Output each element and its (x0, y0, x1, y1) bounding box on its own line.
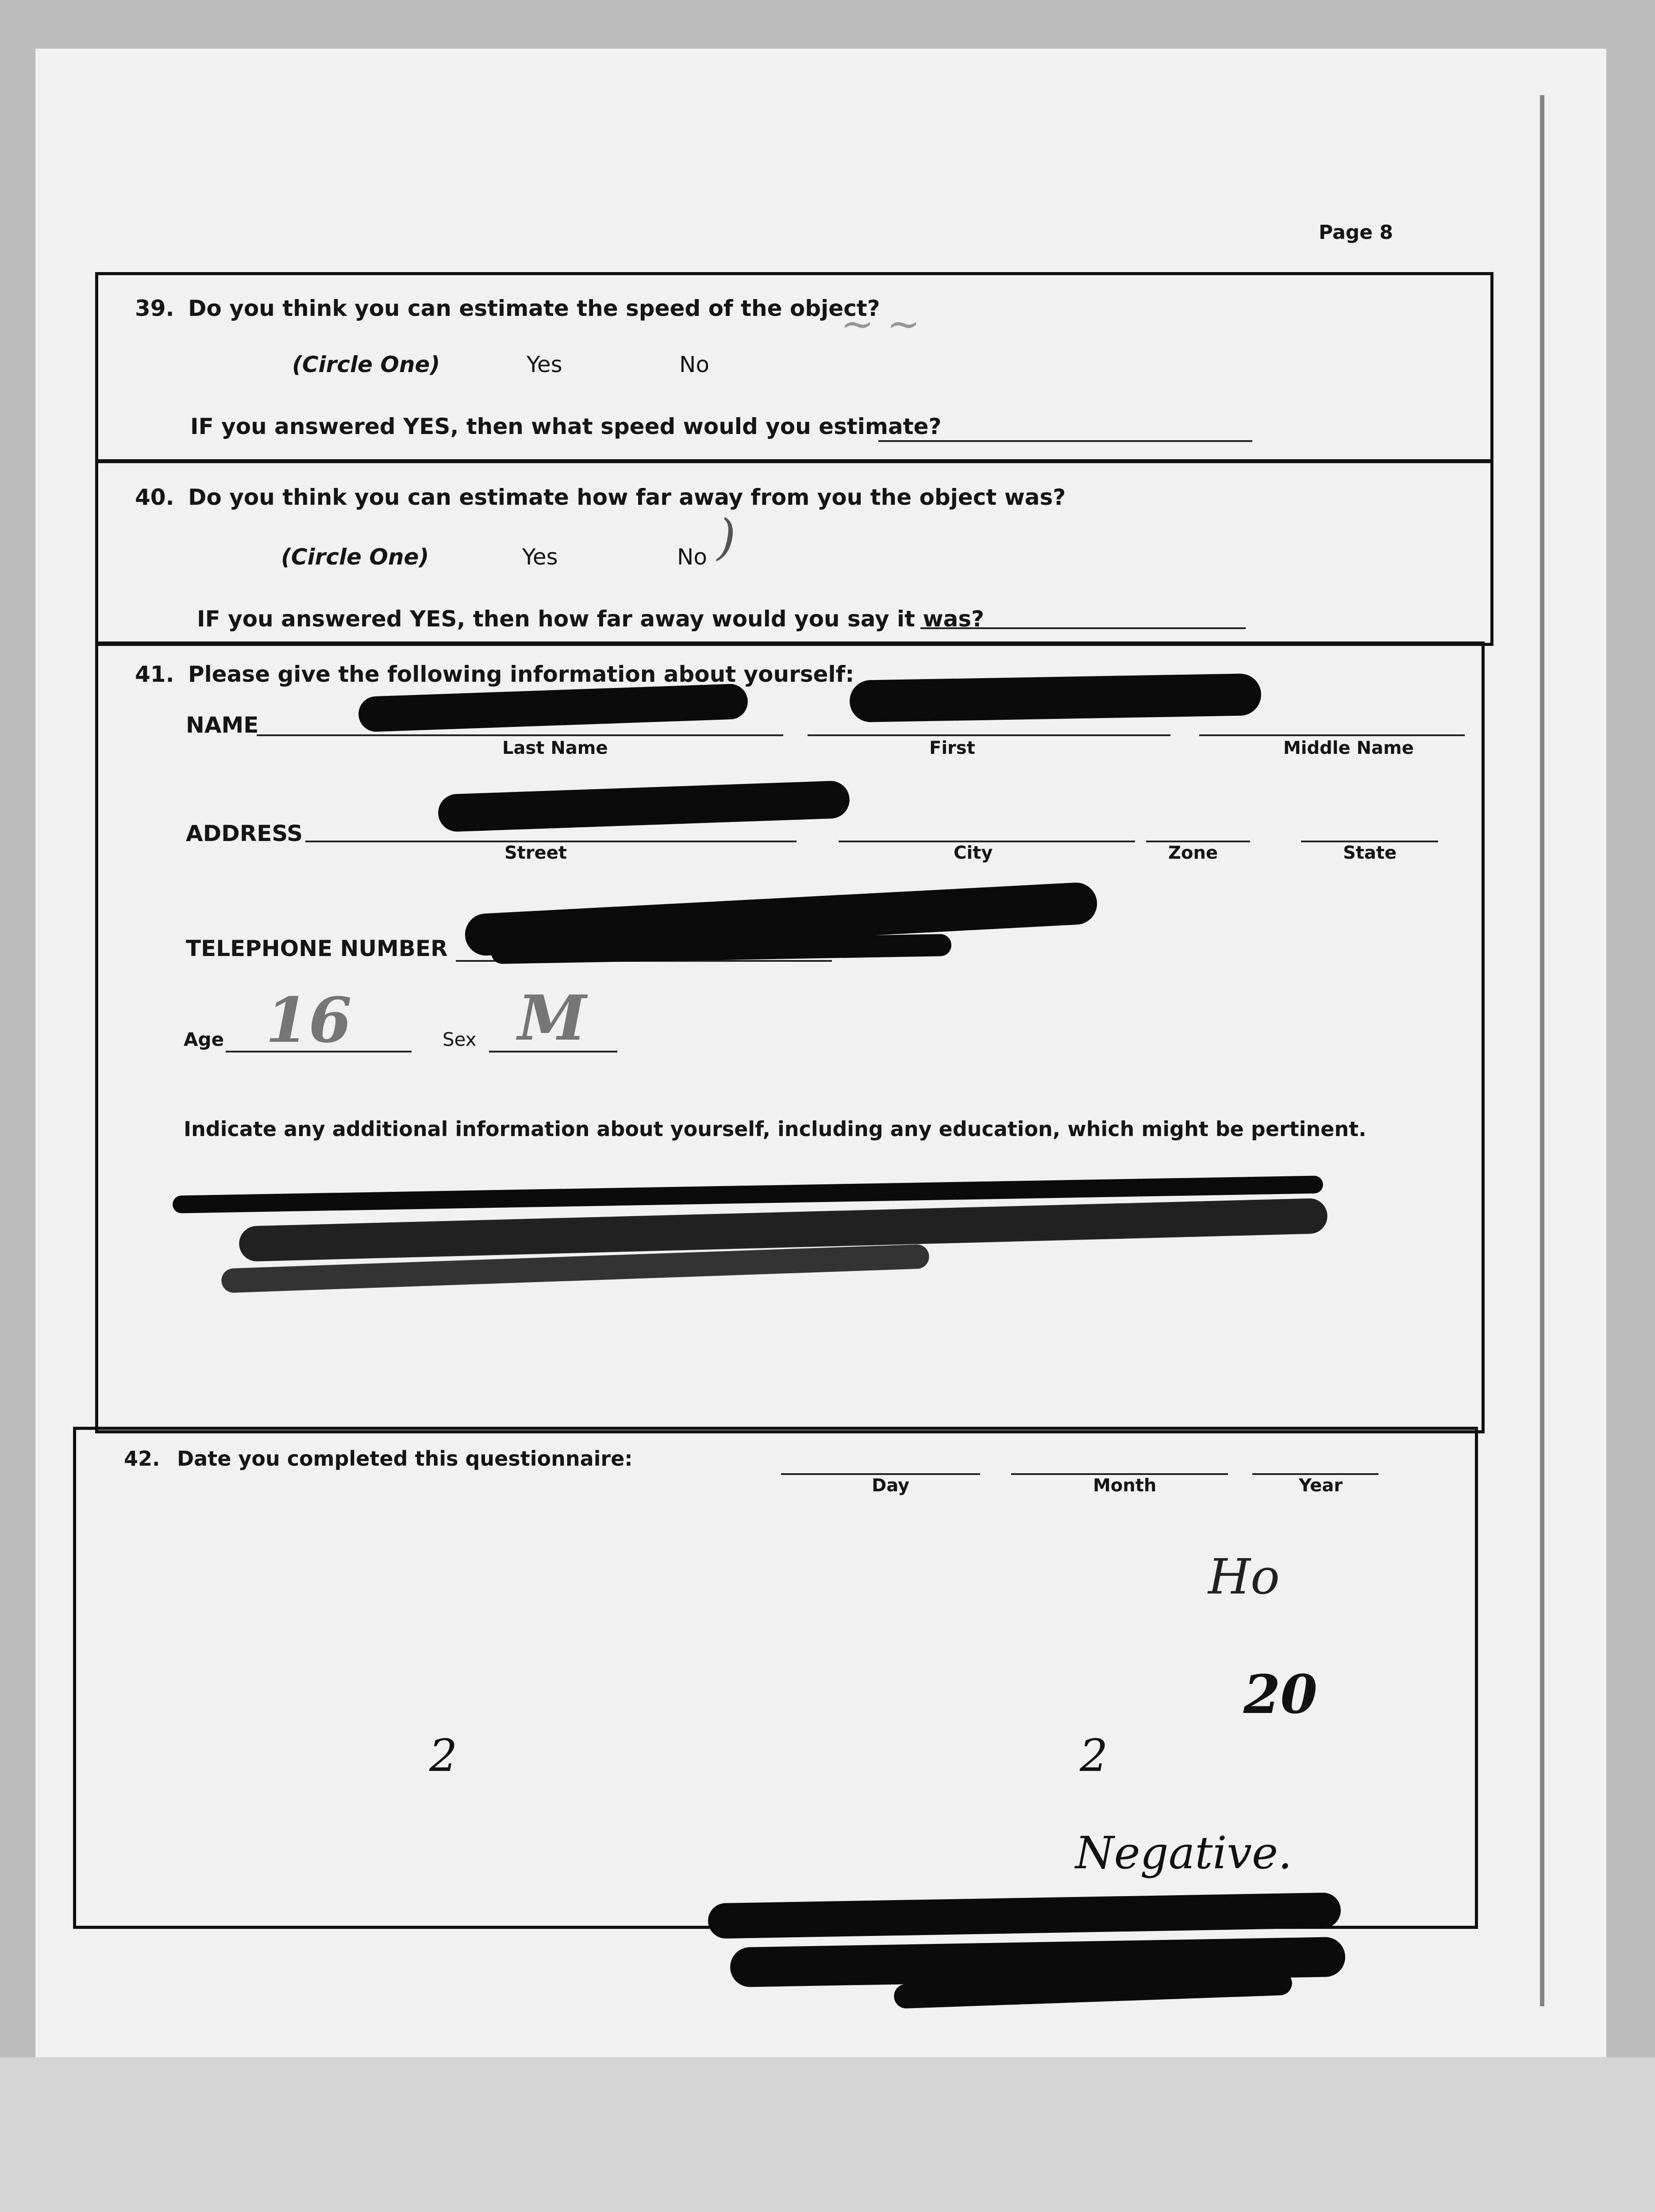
sex-label: Sex (443, 1029, 477, 1050)
q40-no-option[interactable]: No (677, 544, 707, 570)
additional-info-prompt: Indicate any additional information about yourself, including any education, which might be pertinent. (184, 1117, 1366, 1141)
handwritten-note-5: Negative. (1075, 1827, 1292, 1879)
month-caption: Month (1093, 1475, 1157, 1496)
age-label: Age (184, 1029, 224, 1050)
page-edge (1540, 95, 1544, 2006)
day-line[interactable] (781, 1473, 980, 1475)
first-name-line[interactable] (808, 734, 1170, 736)
city-caption: City (954, 843, 993, 863)
q40-followup: IF you answered YES, then how far away would you say it was? (197, 606, 985, 632)
handwritten-note-1: Ho (1208, 1548, 1280, 1605)
middle-name-line[interactable] (1199, 734, 1465, 736)
first-name-caption: First (929, 738, 975, 758)
handwritten-note-2: 20 (1243, 1663, 1317, 1726)
zone-caption: Zone (1168, 843, 1218, 863)
q42-question: Date you completed this questionnaire: (177, 1447, 633, 1471)
name-label: NAME (186, 712, 259, 738)
handwritten-circle-no: ) (717, 509, 736, 565)
q40-answer-line[interactable] (920, 627, 1246, 629)
background-sheet (0, 2057, 1655, 2212)
telephone-label: TELEPHONE NUMBER (186, 936, 448, 961)
q39-question: Do you think you can estimate the speed of the object? (188, 296, 880, 321)
state-line[interactable] (1301, 841, 1438, 842)
middle-name-caption: Middle Name (1283, 738, 1414, 758)
q39-yes-option[interactable]: Yes (527, 352, 562, 377)
month-line[interactable] (1011, 1473, 1228, 1475)
sex-value: M (518, 982, 586, 1055)
zone-line[interactable] (1146, 841, 1250, 842)
year-caption: Year (1299, 1475, 1343, 1496)
faint-handwriting: ~ ~ (841, 301, 920, 347)
address-label: ADDRESS (186, 821, 303, 846)
state-caption: State (1343, 843, 1397, 863)
page-number: Page 8 (1319, 221, 1393, 244)
day-caption: Day (872, 1475, 910, 1496)
street-caption: Street (504, 843, 567, 863)
redaction-first-name (849, 673, 1262, 722)
age-value: 16 (266, 984, 352, 1057)
q40-circle-one: (Circle One) (281, 544, 429, 570)
q41-question: Please give the following information about yourself: (188, 661, 854, 687)
q42-number: 42. (124, 1447, 160, 1471)
q39-followup: IF you answered YES, then what speed would you estimate? (190, 414, 942, 439)
q41-number: 41. (135, 661, 174, 687)
handwritten-note-3: 2 (429, 1730, 458, 1782)
q39-number: 39. (135, 296, 174, 321)
q40-number: 40. (135, 484, 174, 510)
q40-question: Do you think you can estimate how far away from you the object was? (188, 484, 1066, 510)
q39-answer-line[interactable] (878, 440, 1252, 442)
q39-circle-one: (Circle One) (292, 352, 440, 377)
city-line[interactable] (839, 841, 1135, 842)
q40-yes-option[interactable]: Yes (522, 544, 558, 570)
last-name-caption: Last Name (502, 738, 608, 758)
street-line[interactable] (305, 841, 797, 842)
last-name-line[interactable] (257, 734, 783, 736)
handwritten-note-4: 2 (1080, 1730, 1108, 1782)
q39-no-option[interactable]: No (679, 352, 709, 377)
year-line[interactable] (1252, 1473, 1378, 1475)
